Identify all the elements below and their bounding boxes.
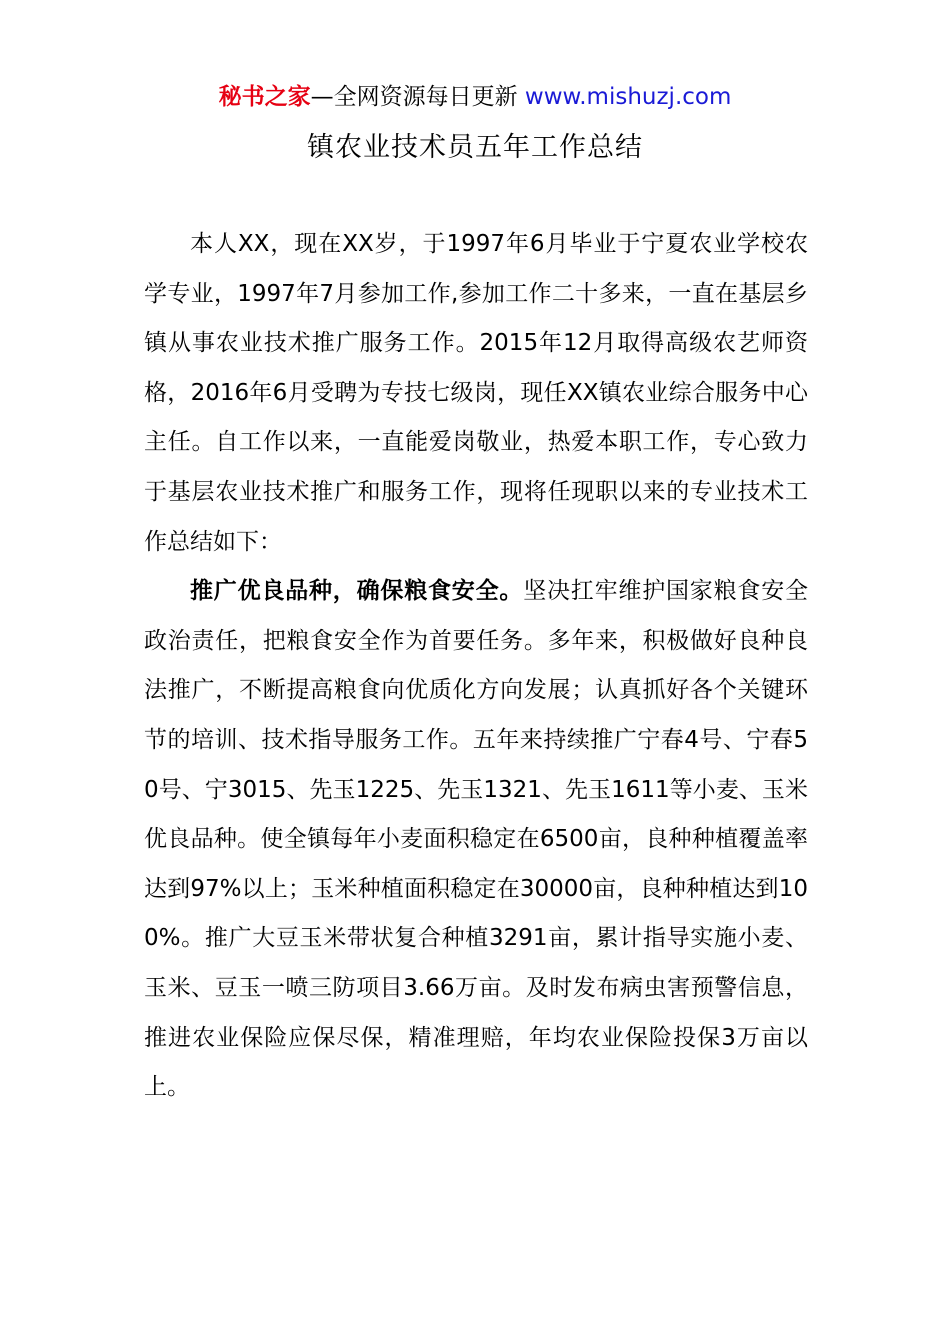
document-body xyxy=(144,220,808,1113)
paragraph-intro xyxy=(144,220,808,567)
site-header xyxy=(0,80,950,114)
paragraph-text: 本人XX，现在XX岁，于1997年6月毕业于宁夏农业学校农学专业，1997年7月参加工作,参加工作二十多来，一直在基层乡镇从事农业技术推广服务工作。2015年12月取得高级农艺师资格，2016年6月受聘为专技七级岗，现任XX镇农业综合服务中心主任。自工作以来，一直能爱岗敬业，热爱本职工作，专心致力于基层农业技术推广和服务工作，现将任现职以来的专业技术工作总结如下： xyxy=(144,231,808,555)
paragraph-grain-safety xyxy=(144,567,808,1113)
brand-tagline: —全网资源每日更新 xyxy=(310,84,518,110)
site-url-link[interactable]: www.mishuzj.com xyxy=(524,84,732,110)
paragraph-lead-heading: 推广优良品种，确保粮食安全。 xyxy=(190,578,524,605)
document-title: 镇农业技术员五年工作总结 xyxy=(307,132,643,163)
paragraph-text: 坚决扛牢维护国家粮食安全政治责任，把粮食安全作为首要任务。多年来，积极做好良种良法推广，不断提高粮食向优质化方向发展；认真抓好各个关键环节的培训、技术指导服务工作。五年来持续推广宁春4号、宁春50号、宁3015、先玉1225、先玉1321、先玉1611等小麦、玉米优良品种。使全镇每年小麦面积稳定在6500亩，良种种植覆盖率达到97%以上；玉米种植面积稳定在30000亩，良种种植达到100%。推广大豆玉米带状复合种植3291亩，累计指导实施小麦、玉米、豆玉一喷三防项目3.66万亩。及时发布病虫害预警信息，推进农业保险应保尽保，精准理赔，年均农业保险投保3万亩以上。 xyxy=(144,578,809,1101)
brand-name: 秘书之家 xyxy=(218,84,311,110)
